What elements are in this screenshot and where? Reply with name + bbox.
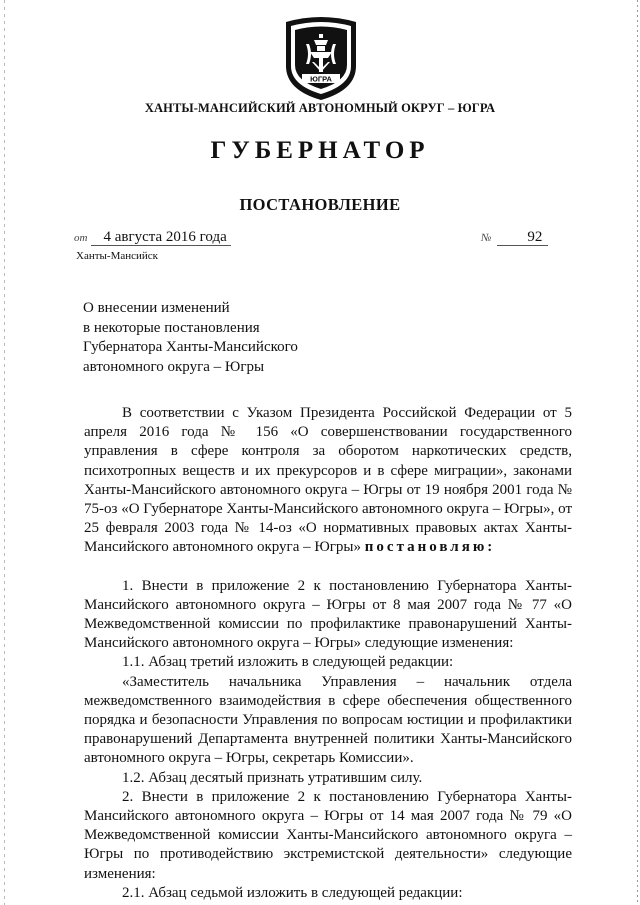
item-2-1: 2.1. Абзац седьмой изложить в следующей редакции:	[122, 884, 463, 901]
city: Ханты-Мансийск	[76, 250, 159, 262]
item-1-2: 1.2. Абзац десятый признать утратившим силу.	[122, 769, 423, 786]
date-field	[74, 229, 231, 246]
item-1-1: 1.1. Абзац третий изложить в следующей редакции:	[122, 654, 454, 671]
document-type: ПОСТАНОВЛЕНИЕ	[239, 195, 401, 214]
subject-line: автономного округа – Югры	[83, 358, 265, 375]
document-body	[84, 404, 572, 903]
authority-title: ГУБЕРНАТОР	[210, 137, 430, 164]
item-1-1-text: «Заместитель начальника Управления – начальник отдела межведомственного взаимодействия в сфере обеспечения общественного порядка и безопасности Управления по вопросам юстиции и профилактики правонарушений Департамента внутренней политики Ханты-Мансийского автономного округа – Югры, секретарь Комиссии».	[84, 673, 572, 767]
scan-edge-left	[4, 0, 5, 905]
subject-line: О внесении изменений	[83, 300, 230, 316]
emblem-text: ЮГРА	[310, 74, 332, 84]
scan-edge-right	[637, 0, 638, 905]
item-2: 2. Внести в приложение 2 к постановлению Губернатора Ханты-Мансийского автономного округа – Югры от 14 мая 2007 года № 79 «О Межведомственной комиссии Ханты-Мансийского автономного округа – Югры по противодействию экстремистской деятельности» следующие изменения:	[84, 788, 572, 882]
subject-line: в некоторые постановления	[83, 319, 260, 336]
number-field	[481, 229, 548, 246]
preamble-paragraph	[84, 404, 572, 558]
item-1: 1. Внести в приложение 2 к постановлению Губернатора Ханты-Мансийского автономного округа – Югры от 8 мая 2007 года № 77 «О Межведомственной комиссии по профилактике правонарушений Ханты-Мансийского автономного округа – Югры» следующие изменения:	[84, 577, 572, 652]
preamble-text: В соответствии с Указом Президента Российской Федерации от 5 апреля 2016 года № 156 «О совершенствовании государственного управления в сфере контроля за оборотом наркотических средств, психотропных веществ и их прекурсоров и в сфере миграции», законами Ханты-Мансийского автономного округа – Югры от 19 ноября 2001 года № 75-оз «О Губернаторе Ханты-Мансийского автономного округа – Югры», от 25 февраля 2003 года № 14-оз «О нормативных правовых актах Ханты-Мансийского автономного округа – Югры»	[84, 405, 572, 556]
resolve-keyword: постановляю:	[364, 539, 496, 556]
date-prefix: от	[74, 232, 88, 244]
document-subject	[83, 299, 298, 377]
region-name: ХАНТЫ-МАНСИЙСКИЙ АВТОНОМНЫЙ ОКРУГ – ЮГРА	[144, 101, 496, 115]
number-value: 92	[497, 229, 548, 246]
subject-line: Губернатора Ханты-Мансийского	[83, 339, 298, 355]
number-prefix: №	[481, 232, 492, 244]
coat-of-arms-emblem	[280, 14, 362, 102]
date-value: 4 августа 2016 года	[91, 229, 230, 246]
